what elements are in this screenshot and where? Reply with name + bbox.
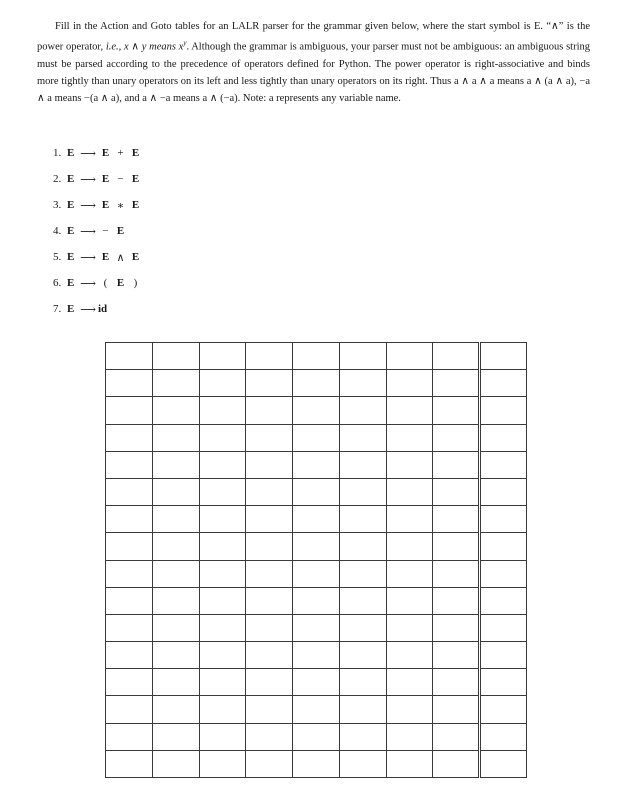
table-cell[interactable]	[293, 614, 340, 641]
table-cell[interactable]	[106, 560, 153, 587]
table-cell[interactable]	[339, 478, 386, 505]
table-cell[interactable]	[480, 397, 527, 424]
table-cell[interactable]	[480, 506, 527, 533]
table-cell[interactable]	[152, 587, 199, 614]
table-cell[interactable]	[480, 370, 527, 397]
table-cell[interactable]	[433, 370, 480, 397]
table-cell[interactable]	[480, 614, 527, 641]
table-cell[interactable]	[106, 397, 153, 424]
table-cell[interactable]	[433, 478, 480, 505]
table-cell[interactable]	[339, 424, 386, 451]
table-cell[interactable]	[386, 642, 433, 669]
table-row	[106, 397, 527, 424]
table-cell[interactable]	[339, 397, 386, 424]
table-cell[interactable]	[339, 587, 386, 614]
table-cell[interactable]	[106, 343, 153, 370]
table-cell[interactable]	[199, 614, 246, 641]
rule-lhs: E	[67, 147, 75, 159]
table-row	[106, 478, 527, 505]
rule-symbol: E	[131, 199, 140, 211]
rule-symbol: −	[102, 225, 109, 237]
table-cell[interactable]	[480, 560, 527, 587]
table-cell[interactable]	[106, 750, 153, 777]
grammar-rule	[53, 270, 143, 296]
table-cell[interactable]	[433, 587, 480, 614]
table-cell[interactable]	[386, 723, 433, 750]
table-row	[106, 750, 527, 777]
table-cell[interactable]	[386, 669, 433, 696]
table-cell[interactable]	[106, 533, 153, 560]
problem-text-exponent: y	[183, 39, 187, 48]
table-cell[interactable]	[199, 696, 246, 723]
table-cell[interactable]	[339, 506, 386, 533]
rule-symbol: E	[101, 173, 110, 185]
table-cell[interactable]	[293, 696, 340, 723]
table-cell[interactable]	[106, 370, 153, 397]
table-cell[interactable]	[199, 723, 246, 750]
rule-symbol: id	[98, 303, 108, 315]
table-cell[interactable]	[386, 478, 433, 505]
table-cell[interactable]	[246, 642, 293, 669]
rule-lhs: E	[67, 251, 75, 263]
rule-symbol: ∗	[116, 199, 125, 212]
problem-text-2: . Although the grammar is ambiguous, your parser must not be ambiguous: an ambiguous string must be parsed according to the precedence of operators defined for Python. The power operator is right-associative and binds more tightly than unary operators on its left and less tightly than unary operators on its right. Thus a ∧ a ∧ a means a ∧ (a ∧ a), −a ∧ a means −(a ∧ a), and a ∧ −a means a ∧ (−a). Note: a represents any variable name.	[37, 41, 591, 105]
table-cell[interactable]	[433, 397, 480, 424]
table-cell[interactable]	[480, 424, 527, 451]
table-cell[interactable]	[246, 560, 293, 587]
table-cell[interactable]	[246, 669, 293, 696]
table-cell[interactable]	[433, 343, 480, 370]
table-cell[interactable]	[106, 506, 153, 533]
table-cell[interactable]	[106, 642, 153, 669]
table-cell[interactable]	[152, 397, 199, 424]
grammar-rule	[53, 296, 143, 322]
table-cell[interactable]	[386, 614, 433, 641]
answer-grid	[105, 342, 527, 778]
table-cell[interactable]	[386, 451, 433, 478]
rule-arrow: ⟶	[80, 173, 96, 186]
table-cell[interactable]	[246, 451, 293, 478]
table-cell[interactable]	[433, 642, 480, 669]
table-cell[interactable]	[293, 669, 340, 696]
rule-arrow: ⟶	[80, 225, 96, 238]
table-cell[interactable]	[386, 533, 433, 560]
rule-number: 1.	[53, 147, 62, 159]
table-cell[interactable]	[433, 560, 480, 587]
table-row	[106, 723, 527, 750]
table-cell[interactable]	[152, 669, 199, 696]
table-cell[interactable]	[293, 370, 340, 397]
table-cell[interactable]	[199, 451, 246, 478]
table-row	[106, 343, 527, 370]
table-cell[interactable]	[199, 669, 246, 696]
table-cell[interactable]	[152, 343, 199, 370]
table-cell[interactable]	[293, 587, 340, 614]
table-cell[interactable]	[199, 424, 246, 451]
table-cell[interactable]	[293, 750, 340, 777]
table-cell[interactable]	[199, 397, 246, 424]
table-cell[interactable]	[339, 750, 386, 777]
rule-number: 7.	[53, 303, 62, 315]
table-row	[106, 696, 527, 723]
table-cell[interactable]	[433, 533, 480, 560]
grammar-rule	[53, 244, 143, 270]
table-cell[interactable]	[339, 642, 386, 669]
table-cell[interactable]	[106, 669, 153, 696]
table-cell[interactable]	[386, 424, 433, 451]
rule-number: 3.	[53, 199, 62, 211]
rule-symbol: +	[117, 147, 124, 159]
table-row	[106, 560, 527, 587]
rule-symbol: E	[101, 251, 110, 263]
table-cell[interactable]	[293, 478, 340, 505]
table-cell[interactable]	[480, 533, 527, 560]
grammar-rule	[53, 166, 143, 192]
table-cell[interactable]	[480, 723, 527, 750]
table-cell[interactable]	[106, 478, 153, 505]
rule-lhs: E	[67, 225, 75, 237]
table-cell[interactable]	[199, 750, 246, 777]
table-cell[interactable]	[339, 669, 386, 696]
table-cell[interactable]	[199, 642, 246, 669]
rule-arrow: ⟶	[80, 303, 96, 316]
table-cell[interactable]	[339, 723, 386, 750]
table-cell[interactable]	[386, 506, 433, 533]
table-cell[interactable]	[246, 614, 293, 641]
rule-lhs: E	[67, 199, 75, 211]
table-cell[interactable]	[480, 696, 527, 723]
table-cell[interactable]	[433, 723, 480, 750]
table-row	[106, 451, 527, 478]
table-cell[interactable]	[152, 506, 199, 533]
rule-arrow: ⟶	[80, 147, 96, 160]
table-cell[interactable]	[199, 506, 246, 533]
rule-lhs: E	[67, 277, 75, 289]
rule-symbol: E	[131, 173, 140, 185]
table-cell[interactable]	[293, 451, 340, 478]
table-cell[interactable]	[106, 723, 153, 750]
table-cell[interactable]	[152, 451, 199, 478]
table-cell[interactable]	[480, 343, 527, 370]
rule-arrow: ⟶	[80, 199, 96, 212]
table-cell[interactable]	[106, 696, 153, 723]
table-row	[106, 587, 527, 614]
problem-statement	[37, 18, 590, 108]
table-row	[106, 506, 527, 533]
table-cell[interactable]	[339, 343, 386, 370]
table-cell[interactable]	[246, 343, 293, 370]
table-cell[interactable]	[339, 451, 386, 478]
table-cell[interactable]	[433, 750, 480, 777]
rule-symbol: (	[103, 277, 108, 289]
table-row	[106, 533, 527, 560]
table-cell[interactable]	[152, 424, 199, 451]
problem-text-1: Fill in the Action and Goto tables for an LALR parser for the grammar given below, where the start symbol is E. “∧” is the power operator,	[37, 21, 590, 53]
table-cell[interactable]	[199, 533, 246, 560]
table-row	[106, 424, 527, 451]
table-cell[interactable]	[339, 533, 386, 560]
rule-symbol: −	[117, 173, 124, 185]
rule-number: 5.	[53, 251, 62, 263]
table-cell[interactable]	[433, 696, 480, 723]
table-cell[interactable]	[386, 750, 433, 777]
rule-arrow: ⟶	[80, 251, 96, 264]
table-cell[interactable]	[246, 478, 293, 505]
table-cell[interactable]	[293, 642, 340, 669]
table-cell[interactable]	[480, 478, 527, 505]
rule-symbol: E	[131, 147, 140, 159]
rule-symbol: )	[133, 277, 138, 289]
rule-symbol: E	[116, 225, 125, 237]
table-cell[interactable]	[199, 560, 246, 587]
table-row	[106, 370, 527, 397]
rule-arrow: ⟶	[80, 277, 96, 290]
grammar-rule	[53, 140, 143, 166]
rule-symbol: E	[131, 251, 140, 263]
table-cell[interactable]	[152, 696, 199, 723]
rule-number: 6.	[53, 277, 62, 289]
table-cell[interactable]	[433, 451, 480, 478]
rule-lhs: E	[67, 173, 75, 185]
table-cell[interactable]	[106, 424, 153, 451]
table-cell[interactable]	[293, 533, 340, 560]
rule-symbol: E	[101, 147, 110, 159]
table-cell[interactable]	[433, 614, 480, 641]
grammar-rules	[53, 140, 143, 322]
table-cell[interactable]	[106, 451, 153, 478]
rule-number: 2.	[53, 173, 62, 185]
table-cell[interactable]	[106, 614, 153, 641]
table-cell[interactable]	[152, 723, 199, 750]
problem-text-ie: i.e.,	[105, 41, 122, 53]
table-cell[interactable]	[386, 397, 433, 424]
table-cell[interactable]	[386, 560, 433, 587]
table-cell[interactable]	[480, 451, 527, 478]
table-cell[interactable]	[480, 642, 527, 669]
table-cell[interactable]	[246, 723, 293, 750]
table-cell[interactable]	[246, 696, 293, 723]
table-cell[interactable]	[339, 560, 386, 587]
table-cell[interactable]	[480, 587, 527, 614]
table-cell[interactable]	[246, 397, 293, 424]
rule-number: 4.	[53, 225, 62, 237]
rule-symbol: ∧	[116, 251, 125, 264]
table-cell[interactable]	[293, 424, 340, 451]
table-cell[interactable]	[293, 397, 340, 424]
table-cell[interactable]	[480, 750, 527, 777]
grammar-rule	[53, 218, 143, 244]
table-cell[interactable]	[246, 533, 293, 560]
table-cell[interactable]	[246, 370, 293, 397]
table-cell[interactable]	[246, 506, 293, 533]
answer-table	[105, 342, 527, 778]
table-cell[interactable]	[386, 343, 433, 370]
table-cell[interactable]	[152, 642, 199, 669]
table-cell[interactable]	[293, 506, 340, 533]
table-cell[interactable]	[152, 478, 199, 505]
table-cell[interactable]	[433, 506, 480, 533]
table-cell[interactable]	[386, 370, 433, 397]
table-row	[106, 669, 527, 696]
table-cell[interactable]	[152, 370, 199, 397]
table-cell[interactable]	[152, 533, 199, 560]
table-row	[106, 642, 527, 669]
table-cell[interactable]	[152, 560, 199, 587]
table-cell[interactable]	[246, 750, 293, 777]
grammar-rule	[53, 192, 143, 218]
table-cell[interactable]	[199, 478, 246, 505]
table-cell[interactable]	[386, 696, 433, 723]
table-cell[interactable]	[293, 343, 340, 370]
table-cell[interactable]	[293, 723, 340, 750]
problem-text-expr: x ∧ y means x	[121, 41, 184, 53]
table-cell[interactable]	[199, 370, 246, 397]
table-cell[interactable]	[433, 424, 480, 451]
table-cell[interactable]	[246, 587, 293, 614]
table-cell[interactable]	[339, 696, 386, 723]
table-cell[interactable]	[339, 370, 386, 397]
table-cell[interactable]	[246, 424, 293, 451]
table-cell[interactable]	[152, 614, 199, 641]
rule-symbol: E	[101, 199, 110, 211]
rule-symbol: E	[116, 277, 125, 289]
table-row	[106, 614, 527, 641]
table-cell[interactable]	[106, 587, 153, 614]
table-cell[interactable]	[293, 560, 340, 587]
table-cell[interactable]	[386, 587, 433, 614]
table-cell[interactable]	[480, 669, 527, 696]
table-cell[interactable]	[199, 343, 246, 370]
table-cell[interactable]	[199, 587, 246, 614]
table-cell[interactable]	[339, 614, 386, 641]
table-cell[interactable]	[433, 669, 480, 696]
rule-lhs: E	[67, 303, 75, 315]
table-cell[interactable]	[152, 750, 199, 777]
